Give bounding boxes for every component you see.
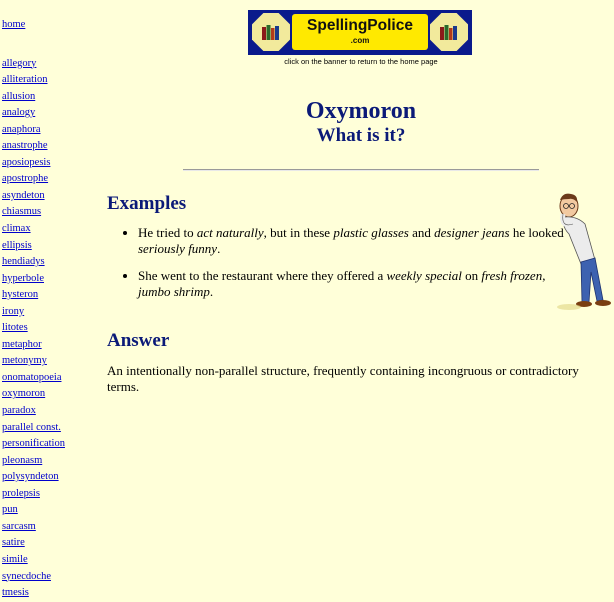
sidebar-link-parallel-const[interactable]: parallel const. <box>2 421 61 433</box>
sidebar-nav <box>2 17 92 602</box>
example-italic-phrase: jumbo shrimp <box>138 284 210 299</box>
banner-plate <box>292 14 428 50</box>
sidebar-link-tmesis[interactable]: tmesis <box>2 587 29 599</box>
sidebar-link-asyndeton[interactable]: asyndeton <box>2 189 45 201</box>
example-text: She went to the restaurant where they offered a <box>138 268 387 283</box>
sidebar-link-anaphora[interactable]: anaphora <box>2 123 41 135</box>
example-text: and <box>408 225 435 240</box>
home-link[interactable]: home <box>2 19 26 30</box>
sidebar-link-synecdoche[interactable]: synecdoche <box>2 570 51 582</box>
books-icon <box>430 13 468 51</box>
sidebar-link-allusion[interactable]: allusion <box>2 90 36 102</box>
spellingpolice-banner[interactable] <box>248 10 472 55</box>
sidebar-item-list <box>2 56 92 602</box>
sidebar-link-chiasmus[interactable]: chiasmus <box>2 206 42 218</box>
examples-list <box>107 225 568 311</box>
example-text: , <box>542 268 546 283</box>
example-italic-phrase: fresh frozen <box>481 268 543 283</box>
example-text: on <box>461 268 482 283</box>
sidebar-link-paradox[interactable]: paradox <box>2 405 36 417</box>
sidebar-link-climax[interactable]: climax <box>2 223 31 235</box>
sidebar-link-alliteration[interactable]: alliteration <box>2 74 48 86</box>
banner-brand: SpellingPolice <box>307 17 413 34</box>
page-subtitle: What is it? <box>316 125 406 146</box>
example-text: . <box>209 284 214 299</box>
sidebar-link-onomatopoeia[interactable]: onomatopoeia <box>2 371 62 383</box>
sidebar-link-oxymoron[interactable]: oxymoron <box>2 388 46 400</box>
example-text: , but in these <box>263 225 334 240</box>
example-item <box>138 225 568 257</box>
answer-text: An intentionally non-parallel structure, frequently containing incongruous or contradictory terms. <box>107 363 579 394</box>
sidebar-link-satire[interactable]: satire <box>2 537 25 549</box>
banner-domain: .com <box>350 36 370 45</box>
books-icon <box>252 13 290 51</box>
answer-heading: Answer <box>107 330 170 351</box>
sidebar-link-aposiopesis[interactable]: aposiopesis <box>2 156 51 168</box>
example-italic-phrase: designer jeans <box>434 225 510 240</box>
sidebar-link-hyperbole[interactable]: hyperbole <box>2 272 44 284</box>
sidebar-link-prolepsis[interactable]: prolepsis <box>2 487 40 499</box>
example-text: He tried to <box>138 225 197 240</box>
example-italic-phrase: seriously funny <box>138 241 218 256</box>
example-italic-phrase: act naturally <box>196 225 264 240</box>
example-item <box>138 268 568 300</box>
sidebar-link-polysyndeton[interactable]: polysyndeton <box>2 471 59 483</box>
divider <box>183 169 539 171</box>
sidebar-link-personification[interactable]: personification <box>2 438 65 450</box>
page-title: Oxymoron <box>305 98 417 124</box>
example-italic-phrase: plastic glasses <box>333 225 409 240</box>
sidebar-link-anastrophe[interactable]: anastrophe <box>2 140 48 152</box>
sidebar-link-ellipsis[interactable]: ellipsis <box>2 239 32 251</box>
sidebar-link-hysteron[interactable]: hysteron <box>2 289 39 301</box>
sidebar-link-pleonasm[interactable]: pleonasm <box>2 454 43 466</box>
sidebar-link-sarcasm[interactable]: sarcasm <box>2 520 36 532</box>
examples-heading: Examples <box>107 193 187 214</box>
sidebar-link-hendiadys[interactable]: hendiadys <box>2 256 45 268</box>
example-text: . <box>217 241 221 256</box>
example-text: he looked <box>509 225 564 240</box>
sidebar-link-metaphor[interactable]: metaphor <box>2 338 42 350</box>
sidebar-link-pun[interactable]: pun <box>2 504 18 516</box>
sidebar-link-metonymy[interactable]: metonymy <box>2 355 47 367</box>
sidebar-link-simile[interactable]: simile <box>2 553 28 565</box>
sidebar-link-analogy[interactable]: analogy <box>2 107 36 119</box>
sidebar-link-litotes[interactable]: litotes <box>2 322 28 334</box>
example-italic-phrase: weekly special <box>386 268 462 283</box>
sidebar-link-apostrophe[interactable]: apostrophe <box>2 173 49 185</box>
confused-man-figure <box>551 190 613 312</box>
sidebar-link-allegory[interactable]: allegory <box>2 57 37 69</box>
banner-caption: click on the banner to return to the home page <box>284 57 438 66</box>
sidebar-link-irony[interactable]: irony <box>2 305 25 317</box>
